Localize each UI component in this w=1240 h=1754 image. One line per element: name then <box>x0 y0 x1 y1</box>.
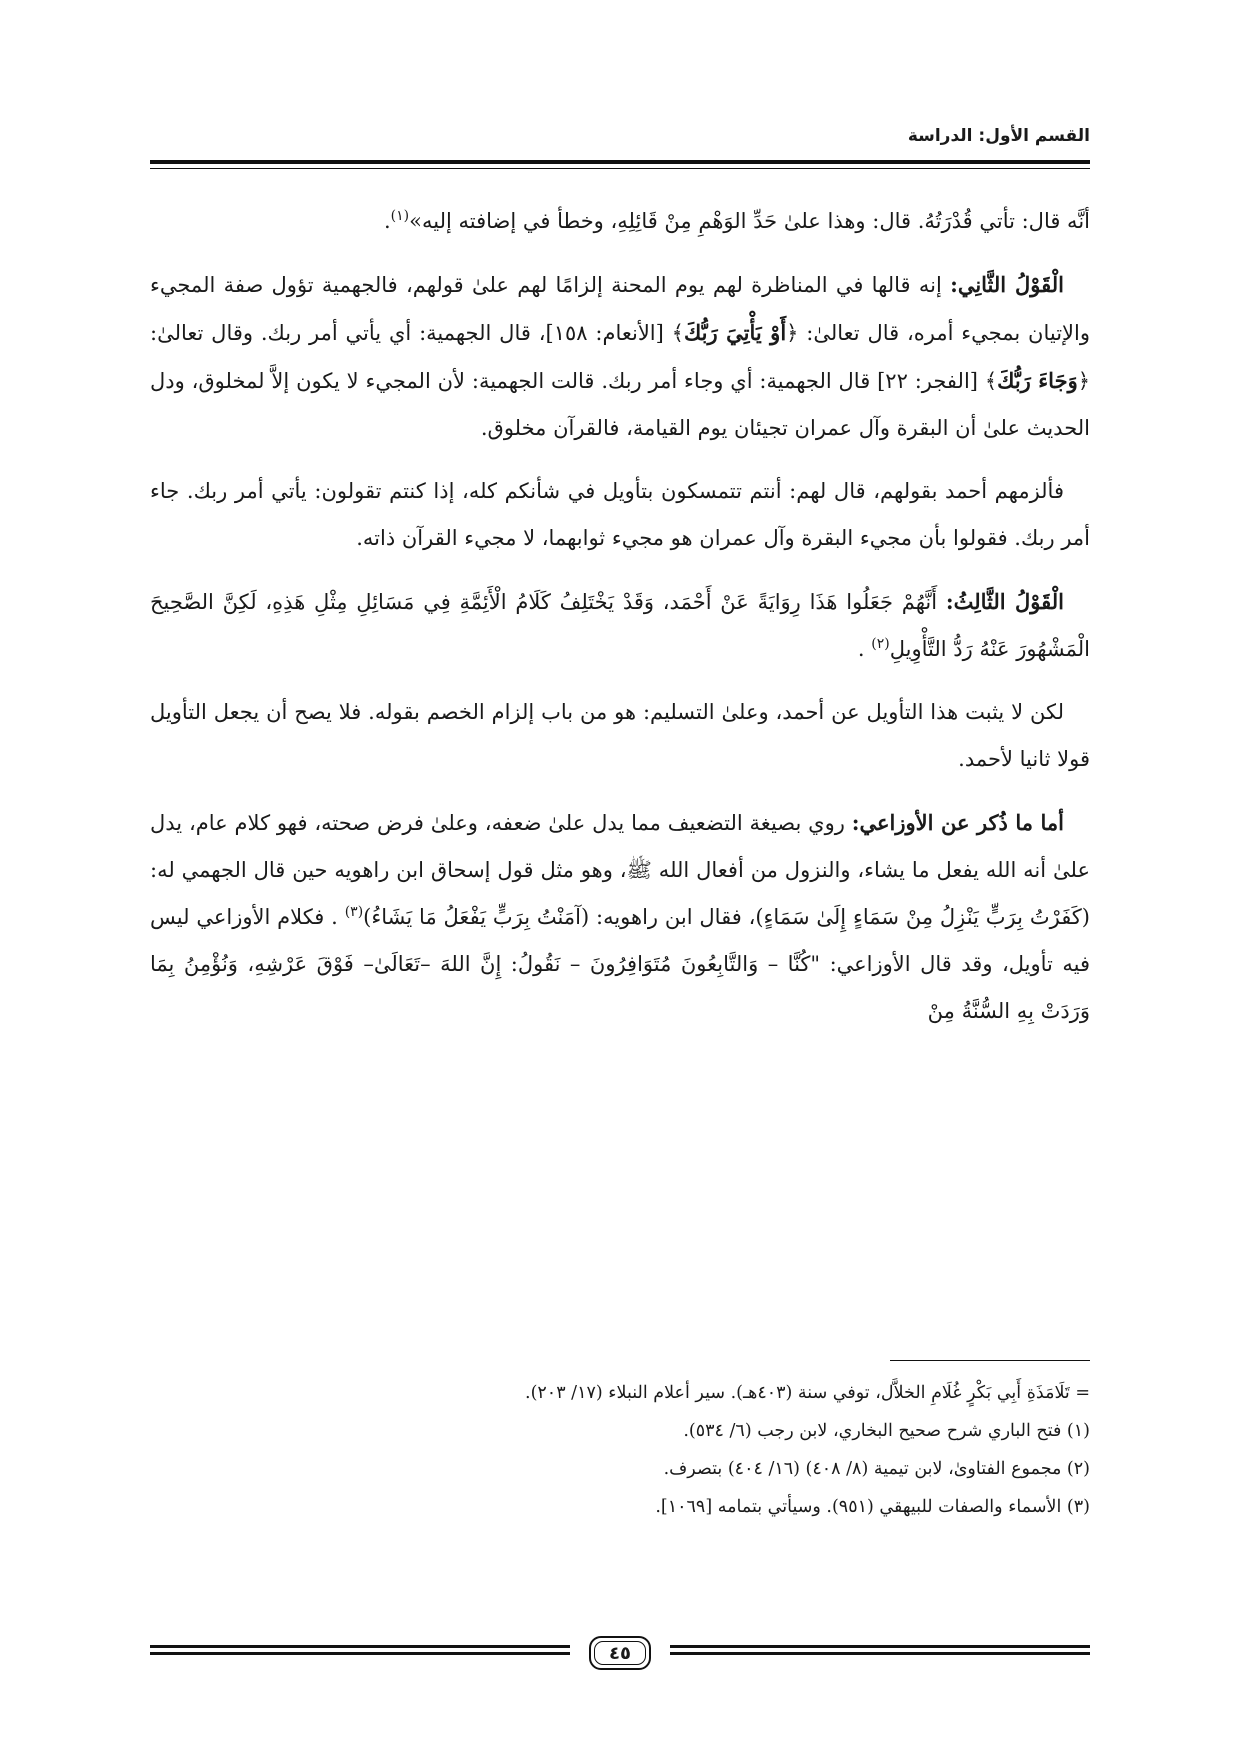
footnote-ref-3[interactable]: (٣) <box>344 904 364 920</box>
quran-verse-1: أَوْ يَأْتِيَ رَبُّكَ <box>683 320 787 345</box>
header-rule-thick <box>150 160 1090 164</box>
footer-rule-left-2 <box>150 1652 570 1655</box>
paragraph-5: لكن لا يثبت هذا التأويل عن أحمد، وعلىٰ التسليم: هو من باب إلزام الخصم بقوله. فلا يصح أن يجعل التأويل قولا ثانيا لأحمد. <box>150 700 1090 771</box>
footnote-1: (١) فتح الباري شرح صحيح البخاري، لابن رجب (٦/ ٥٣٤). <box>683 1421 1090 1441</box>
third-view-heading: الْقَوْلُ الثَّالِثُ: <box>945 589 1064 614</box>
quran-verse-2: وَجَاءَ رَبُّكَ <box>997 368 1078 393</box>
paragraph-1-end: . <box>383 209 391 233</box>
second-view-heading: الْقَوْلُ الثَّانِي: <box>950 272 1064 297</box>
footnote-2: (٢) مجموع الفتاوىٰ، لابن تيمية (٨/ ٤٠٨) (١٦/ ٤٠٤) بتصرف. <box>663 1459 1090 1479</box>
running-header: القسم الأول: الدراسة <box>907 126 1090 146</box>
footer-rule-right-2 <box>670 1652 1090 1655</box>
paragraph-3: فألزمهم أحمد بقولهم، قال لهم: أنتم تتمسكون بتأويل في شأنكم كله، إذا كنتم تقولون: يأتي أمر ربك. جاء أمر ربك. فقولوا بأن مجيء البقرة وآل عمران هو مجيء ثوابهما، لا مجيء القرآن ذاته. <box>150 479 1090 550</box>
paragraph-1-text: أنَّه قال: تأتي قُدْرَتُهُ. قال: وهذا علىٰ حَدِّ الوَهْمِ مِنْ قَائِلِهِ، وخطأ في إضافته إليه» <box>409 209 1090 233</box>
paragraph-4-text: أَنَّهُمْ جَعَلُوا هَذَا رِوَايَةً عَنْ أَحْمَد، وَقَدْ يَخْتَلِفُ كَلَامُ الْأَئِمَّةِ فِي مَسَائِلِ مِثْلِ هَذِهِ، لَكِنَّ الصَّحِيحَ الْمَشْهُورَ عَنْهُ رَدُّ التَّأْوِيلِ <box>150 590 1090 661</box>
paragraph-1 <box>150 198 1090 245</box>
paragraph-2-text-c: ﴾ [الفجر: ٢٢] قال الجهمية: أي وجاء أمر ربك. قالت الجهمية: لأن المجيء لا يكون إلاَّ لمخلوق، ودل الحديث علىٰ أن البقرة وآل عمران تجيئان يوم القيامة، فالقرآن مخلوق. <box>150 369 1090 440</box>
footer-rule-left-1 <box>150 1645 570 1648</box>
header-rule-thin <box>150 168 1090 169</box>
paragraph-6 <box>150 799 1090 1035</box>
paragraph-4-end: . <box>857 637 872 661</box>
paragraph-2 <box>150 261 1090 452</box>
footnote-separator <box>890 1360 1090 1361</box>
footer-rule-right-1 <box>670 1645 1090 1648</box>
footnote-3: (٣) الأسماء والصفات للبيهقي (٩٥١). وسيأتي بتمامه [١٠٦٩]. <box>655 1497 1090 1517</box>
paragraph-2-text-a: إنه قالها في المناظرة لهم يوم المحنة إلزامًا لهم علىٰ قولهم، فالجهمية تؤول صفة المجيء والإتيان بمجيء أمره، قال تعالىٰ: ﴿ <box>150 273 1090 345</box>
page-number-text: ٤٥ <box>609 1642 631 1664</box>
main-text <box>150 198 1090 1051</box>
footnote-continued: = تَلَامَذَةِ أَبِي بَكْرٍ غُلَامِ الخلاَّل، توفي سنة (٤٠٣هـ). سير أعلام النبلاء (١٧/ ٢٠٣). <box>525 1383 1090 1403</box>
paragraph-6-text-b: . فكلام الأوزاعي ليس فيه تأويل، وقد قال الأوزاعي: "كُنَّا – وَالتَّابِعُونَ مُتَوَافِرُونَ – نَقُولُ: إِنَّ اللهَ –تَعَالَىٰ– فَوْقَ عَرْشِهِ، وَنُؤْمِنُ بِمَا وَرَدَتْ بِهِ السُّنَّةُ مِنْ <box>150 905 1090 1023</box>
footnote-ref-1[interactable]: (١) <box>390 208 410 224</box>
footnote-ref-2[interactable]: (٢) <box>871 636 890 652</box>
footnotes <box>150 1374 1090 1526</box>
paragraph-4 <box>150 578 1090 673</box>
paragraph-6-text-a: روي بصيغة التضعيف مما يدل علىٰ ضعفه، وعلىٰ فرض صحته، فهو كلام عام، يدل علىٰ أنه الله يفعل ما يشاء، والنزول من أفعال الله ﷺ، وهو مثل قول إسحاق ابن راهويه حين قال الجهمي له: (كَفَرْتُ بِرَبٍّ يَنْزِلُ مِنْ سَمَاءٍ إِلَىٰ سَمَاءٍ)، فقال ابن راهويه: (آمَنْتُ بِرَبٍّ يَفْعَلُ مَا يَشَاءُ) <box>150 811 1091 929</box>
page-number <box>589 1636 651 1670</box>
awzai-heading: أما ما ذُكر عن الأوزاعي: <box>851 810 1065 835</box>
paragraph-2-text-b: ﴾ [الأنعام: ١٥٨]، قال الجهمية: أي يأتي أمر ربك. وقال تعالىٰ: ﴿ <box>150 321 1091 393</box>
